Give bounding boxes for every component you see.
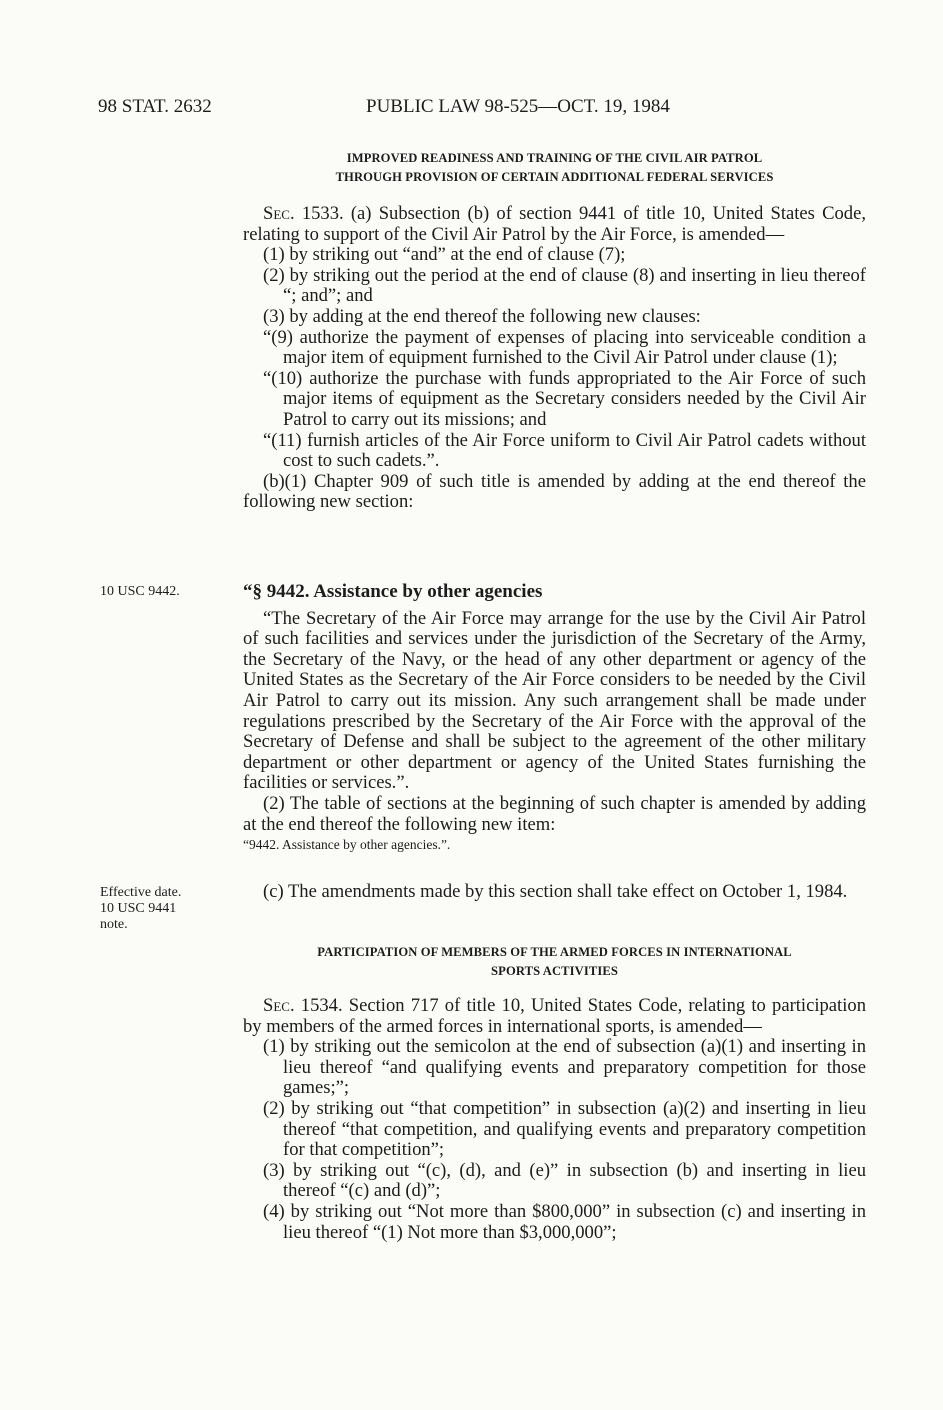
margin-line: Effective date. [100, 885, 182, 900]
intro-text: 1534. Section 717 of title 10, United States Code, relating to participation by members of the armed forces in international sports, is amended— [243, 995, 866, 1037]
section-1533-body-a [243, 204, 866, 513]
public-law-title: PUBLIC LAW 98-525—OCT. 19, 1984 [366, 96, 670, 117]
margin-note-effective-date [100, 885, 230, 933]
item-2: (2) by striking out “that competition” in subsection (a)(2) and inserting in lieu thereof “that competition, and qualifying events and preparatory competition for that competition”; [263, 1097, 866, 1161]
subsection-c: (c) The amendments made by this section shall take effect on October 1, 1984. [263, 881, 848, 902]
new-clause-10: “(10) authorize the purchase with funds appropriated to the Air Force of such major items of equipment as the Secretary considers needed by the Civil Air Patrol to carry out its missions; and [263, 367, 866, 430]
sec-label: Sec. [263, 203, 295, 224]
running-head [98, 96, 863, 126]
section-1533-intro [243, 204, 866, 245]
item-4: (4) by striking out “Not more than $800,000” in subsection (c) and inserting in lieu thereof “(1) Not more than $3,000,000”; [263, 1200, 866, 1243]
new-section-text: “The Secretary of the Air Force may arrange for the use by the Civil Air Patrol of such facilities and services under the jurisdiction of the Secretary of the Army, the Secretary of the Navy, or the head of any other department or agency of the United States as the Secretary of the Air Force considers to be needed by the Civil Air Patrol to carry out its mission. Any such arrangement shall be made under regulations prescribed by the Secretary of the Air Force with the approval of the Secretary of Defense and shall be subject to the agreement of the other military department or other department or agency of the United States furnishing the facilities or services.”. [243, 607, 866, 794]
subsection-b2: (2) The table of sections at the beginning of such chapter is amended by adding at the end thereof the following new item: [243, 792, 866, 835]
section-1533-heading [243, 149, 866, 187]
clause-2: (2) by striking out the period at the end of clause (8) and inserting in lieu thereof “; and”; and [263, 264, 866, 307]
item-1: (1) by striking out the semicolon at the end of subsection (a)(1) and inserting in lieu thereof “and qualifying events and preparatory competition for those games;”; [263, 1036, 866, 1099]
table-item: “9442. Assistance by other agencies.”. [243, 837, 451, 853]
margin-line: note. [100, 917, 128, 932]
heading-line: SPORTS ACTIVITIES [491, 964, 618, 978]
margin-line: 10 USC 9441 [100, 901, 177, 916]
section-1533-body-c [243, 882, 866, 903]
intro-text: 1533. (a) Subsection (b) of section 9441 of title 10, United States Code, relating to support of the Civil Air Patrol by the Air Force, is amended— [243, 203, 866, 245]
new-section-title: “§ 9442. Assistance by other agencies [243, 581, 543, 602]
margin-note-usc-9442: 10 USC 9442. [100, 584, 180, 599]
heading-line: IMPROVED READINESS AND TRAINING OF THE CIVIL AIR PATROL [346, 151, 763, 165]
sec-label: Sec. [263, 995, 295, 1016]
section-1534-body [243, 996, 866, 1243]
section-1533-body-b [243, 582, 866, 856]
clause-1: (1) by striking out “and” at the end of clause (7); [263, 244, 626, 266]
section-1534-intro [243, 996, 866, 1037]
stat-page-number: 98 STAT. 2632 [98, 96, 212, 117]
subsection-b1: (b)(1) Chapter 909 of such title is amended by adding at the end thereof the following new section: [243, 470, 866, 513]
clause-3: (3) by adding at the end thereof the following new clauses: [263, 305, 701, 327]
new-clause-11: “(11) furnish articles of the Air Force uniform to Civil Air Patrol cadets without cost to such cadets.”. [263, 429, 866, 472]
heading-line: THROUGH PROVISION OF CERTAIN ADDITIONAL FEDERAL SERVICES [335, 170, 774, 184]
heading-line: PARTICIPATION OF MEMBERS OF THE ARMED FORCES IN INTERNATIONAL [317, 945, 792, 959]
item-3: (3) by striking out “(c), (d), and (e)” in subsection (b) and inserting in lieu thereof “(c) and (d)”; [263, 1159, 866, 1202]
new-clause-9: “(9) authorize the payment of expenses of placing into serviceable condition a major item of equipment furnished to the Civil Air Patrol under clause (1); [263, 326, 866, 369]
section-1534-heading [243, 943, 866, 981]
